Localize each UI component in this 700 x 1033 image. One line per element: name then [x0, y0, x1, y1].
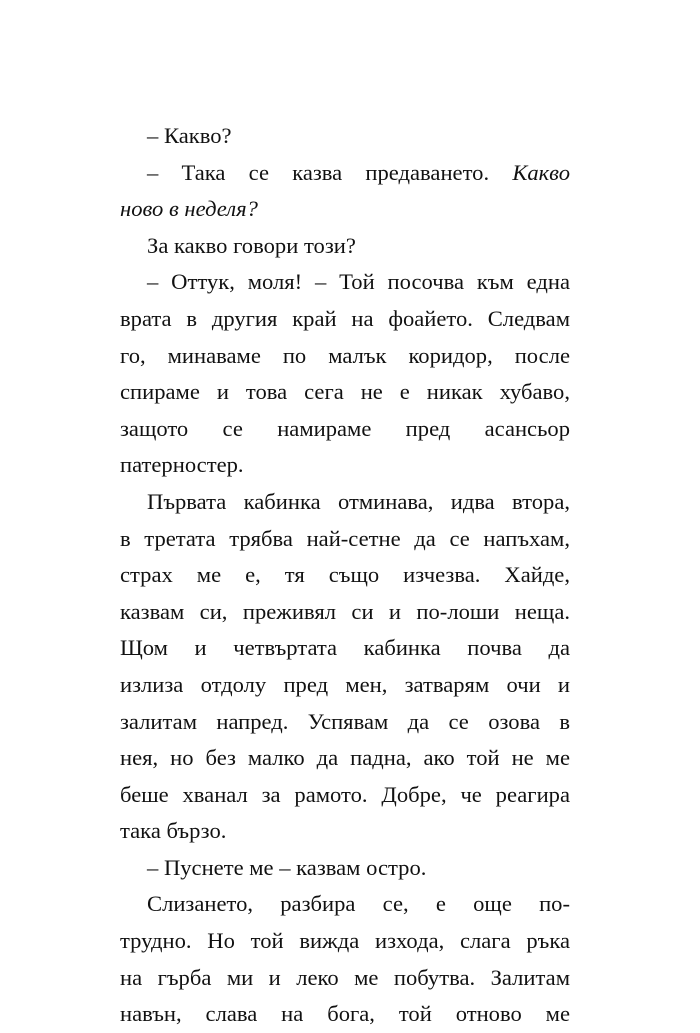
text-line: – Оттук, моля! – Той посочва към една: [147, 269, 570, 295]
text-line: на гърба ми и леко ме побутва. Залитам: [120, 964, 570, 990]
text-line: За какво говори този?: [147, 232, 356, 258]
text-line: спираме и това сега не е никак хубаво,: [120, 379, 570, 405]
text-line: го, минаваме по малък коридор, после: [120, 342, 570, 368]
italic-run: Какво: [512, 159, 570, 185]
text-line: нея, но без малко да падна, ако той не ме: [120, 745, 570, 771]
text-line: [120, 155, 570, 192]
text-line: така бързо.: [120, 818, 227, 844]
text-line: Слизането, разбира се, е още по-: [147, 891, 570, 917]
text-line: – Какво?: [147, 123, 232, 148]
text-line: трудно. Но той вижда изхода, слага ръка: [120, 928, 570, 954]
text-line: излиза отдолу пред мен, затварям очи и: [120, 671, 570, 697]
text-line: патерностер.: [120, 452, 244, 478]
text-line: защото се намираме пред асансьор: [120, 415, 570, 441]
book-page: [120, 118, 570, 1033]
text-line: навън, слава на бога, той отново ме: [120, 1001, 570, 1027]
text-line: Първата кабинка отминава, идва втора,: [147, 488, 570, 514]
text-line: залитам напред. Успявам да се озова в: [120, 708, 570, 734]
text-run: – Така се казва предаването.: [147, 159, 513, 185]
text-line: в третата трябва най-сетне да се напъхам,: [120, 525, 570, 551]
text-line: беше хванал за рамото. Добре, че реагира: [120, 781, 570, 807]
text-line-italic: ново в неделя?: [120, 196, 258, 222]
text-line: Щом и четвъртата кабинка почва да: [120, 635, 570, 661]
text-line: – Пуснете ме – казвам остро.: [147, 854, 427, 880]
text-line: страх ме е, тя също изчезва. Хайде,: [120, 562, 570, 588]
text-line: врата в другия край на фоайето. Следвам: [120, 305, 570, 331]
text-line: казвам си, преживял си и по-лоши неща.: [120, 598, 570, 624]
